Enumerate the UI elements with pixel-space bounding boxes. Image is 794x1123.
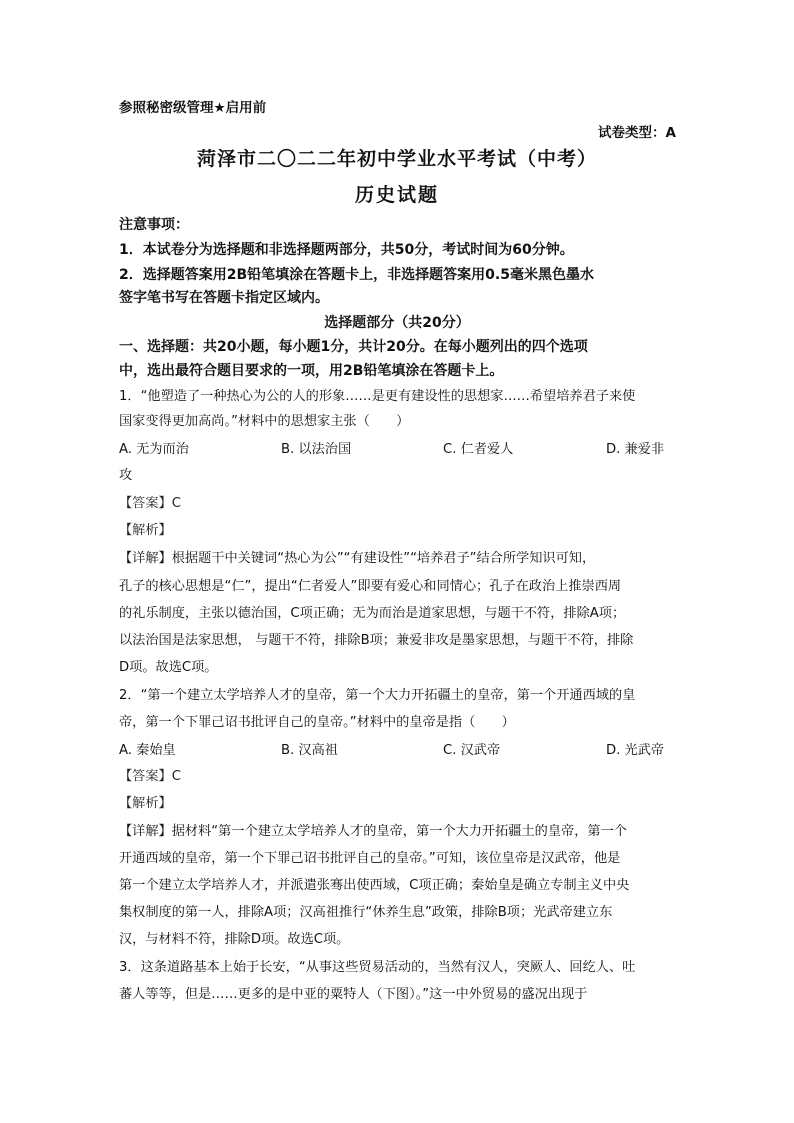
confidential-label: 参照秘密级管理★启用前 — [119, 100, 267, 116]
notice-heading: 注意事项： — [119, 217, 189, 233]
q1-detail-line-5: D项。故选C项。 — [119, 660, 218, 675]
q1-detail-line-3: 的礼乐制度，主张以德治国，C项正确；无为而治是道家思想，与题干不符，排除A项； — [119, 606, 626, 621]
q3-stem-line-1: 3．这条道路基本上始于长安，“从事这些贸易活动的，当然有汉人，突厥人、回纥人、吐 — [119, 960, 636, 975]
q2-option-c: C. 汉武帝 — [443, 743, 501, 758]
q2-stem-line-1: 2．“第一个建立太学培养人才的皇帝，第一个大力开拓疆土的皇帝，第一个开通西域的皇 — [119, 688, 636, 703]
q1-option-d-wrap: 攻 — [119, 468, 133, 483]
q2-option-a: A. 秦始皇 — [119, 743, 176, 758]
q2-option-d: D. 光武帝 — [606, 743, 665, 758]
q2-detail-line-2: 开通西域的皇帝，第一个下罪己诏书批评自己的皇帝。”可知，该位皇帝是汉武帝，他是 — [119, 851, 621, 866]
exam-title: 菏泽市二〇二二年初中学业水平考试（中考） — [196, 148, 597, 170]
q1-detail-line-4: 以法治国是法家思想， 与题干不符，排除B项；兼爱非攻是墨家思想，与题干不符，排除 — [119, 633, 634, 648]
q1-detail-line-2: 孔子的核心思想是“仁”，提出“仁者爱人”即要有爱心和同情心；孔子在政治上推崇西周 — [119, 579, 622, 594]
notice-item-1: 1．本试卷分为选择题和非选择题两部分，共50分，考试时间为60分钟。 — [119, 242, 574, 258]
q3-stem-line-2: 蕃人等等，但是……更多的是中亚的粟特人（下图）。”这一中外贸易的盛况出现于 — [119, 987, 588, 1002]
q1-option-b: B. 以法治国 — [281, 442, 352, 457]
q2-analysis-label: 【解析】 — [119, 796, 172, 811]
q1-option-c: C. 仁者爱人 — [443, 442, 514, 457]
notice-item-2-line-2: 签字笔书写在答题卡指定区域内。 — [119, 290, 329, 306]
q1-option-a: A. 无为而治 — [119, 442, 189, 457]
exam-subtitle: 历史试题 — [354, 184, 439, 206]
q1-stem-line-1: 1．“他塑造了一种热心为公的人的形象……是更有建设性的思想家……希望培养君子来使 — [119, 389, 636, 404]
section-intro-line-2: 中，选出最符合题目要求的一项，用2B铅笔填涂在答题卡上。 — [119, 363, 504, 379]
q1-stem-line-2: 国家变得更加高尚。”材料中的思想家主张（ ） — [119, 414, 410, 429]
q1-analysis-label: 【解析】 — [119, 523, 172, 538]
q1-answer: 【答案】C — [119, 496, 181, 511]
q2-detail-line-5: 汉，与材料不符，排除D项。故选C项。 — [119, 932, 350, 947]
section-title: 选择题部分（共20分） — [324, 315, 470, 331]
notice-item-2-line-1: 2．选择题答案用2B铅笔填涂在答题卡上，非选择题答案用0.5毫米黑色墨水 — [119, 267, 594, 283]
q2-detail-line-3: 第一个建立太学培养人才，并派遣张骞出使西域，C项正确；秦始皇是确立专制主义中央 — [119, 878, 630, 893]
q2-answer: 【答案】C — [119, 769, 181, 784]
section-intro-line-1: 一、选择题：共20小题，每小题1分，共计20分。在每小题列出的四个选项 — [119, 339, 588, 355]
q1-option-d: D. 兼爱非 — [606, 442, 665, 457]
q2-detail-line-4: 集权制度的第一人，排除A项；汉高祖推行“休养生息”政策，排除B项；光武帝建立东 — [119, 905, 613, 920]
paper-type-label: 试卷类型：A — [598, 125, 676, 141]
q1-detail-line-1: 【详解】根据题干中关键词“热心为公”“有建设性”“培养君子”结合所学知识可知， — [119, 551, 596, 566]
q2-option-b: B. 汉高祖 — [281, 743, 338, 758]
q2-stem-line-2: 帝，第一个下罪己诏书批评自己的皇帝。”材料中的皇帝是指（ ） — [119, 715, 515, 730]
q2-detail-line-1: 【详解】据材料“第一个建立太学培养人才的皇帝，第一个大力开拓疆土的皇帝，第一个 — [119, 824, 627, 839]
